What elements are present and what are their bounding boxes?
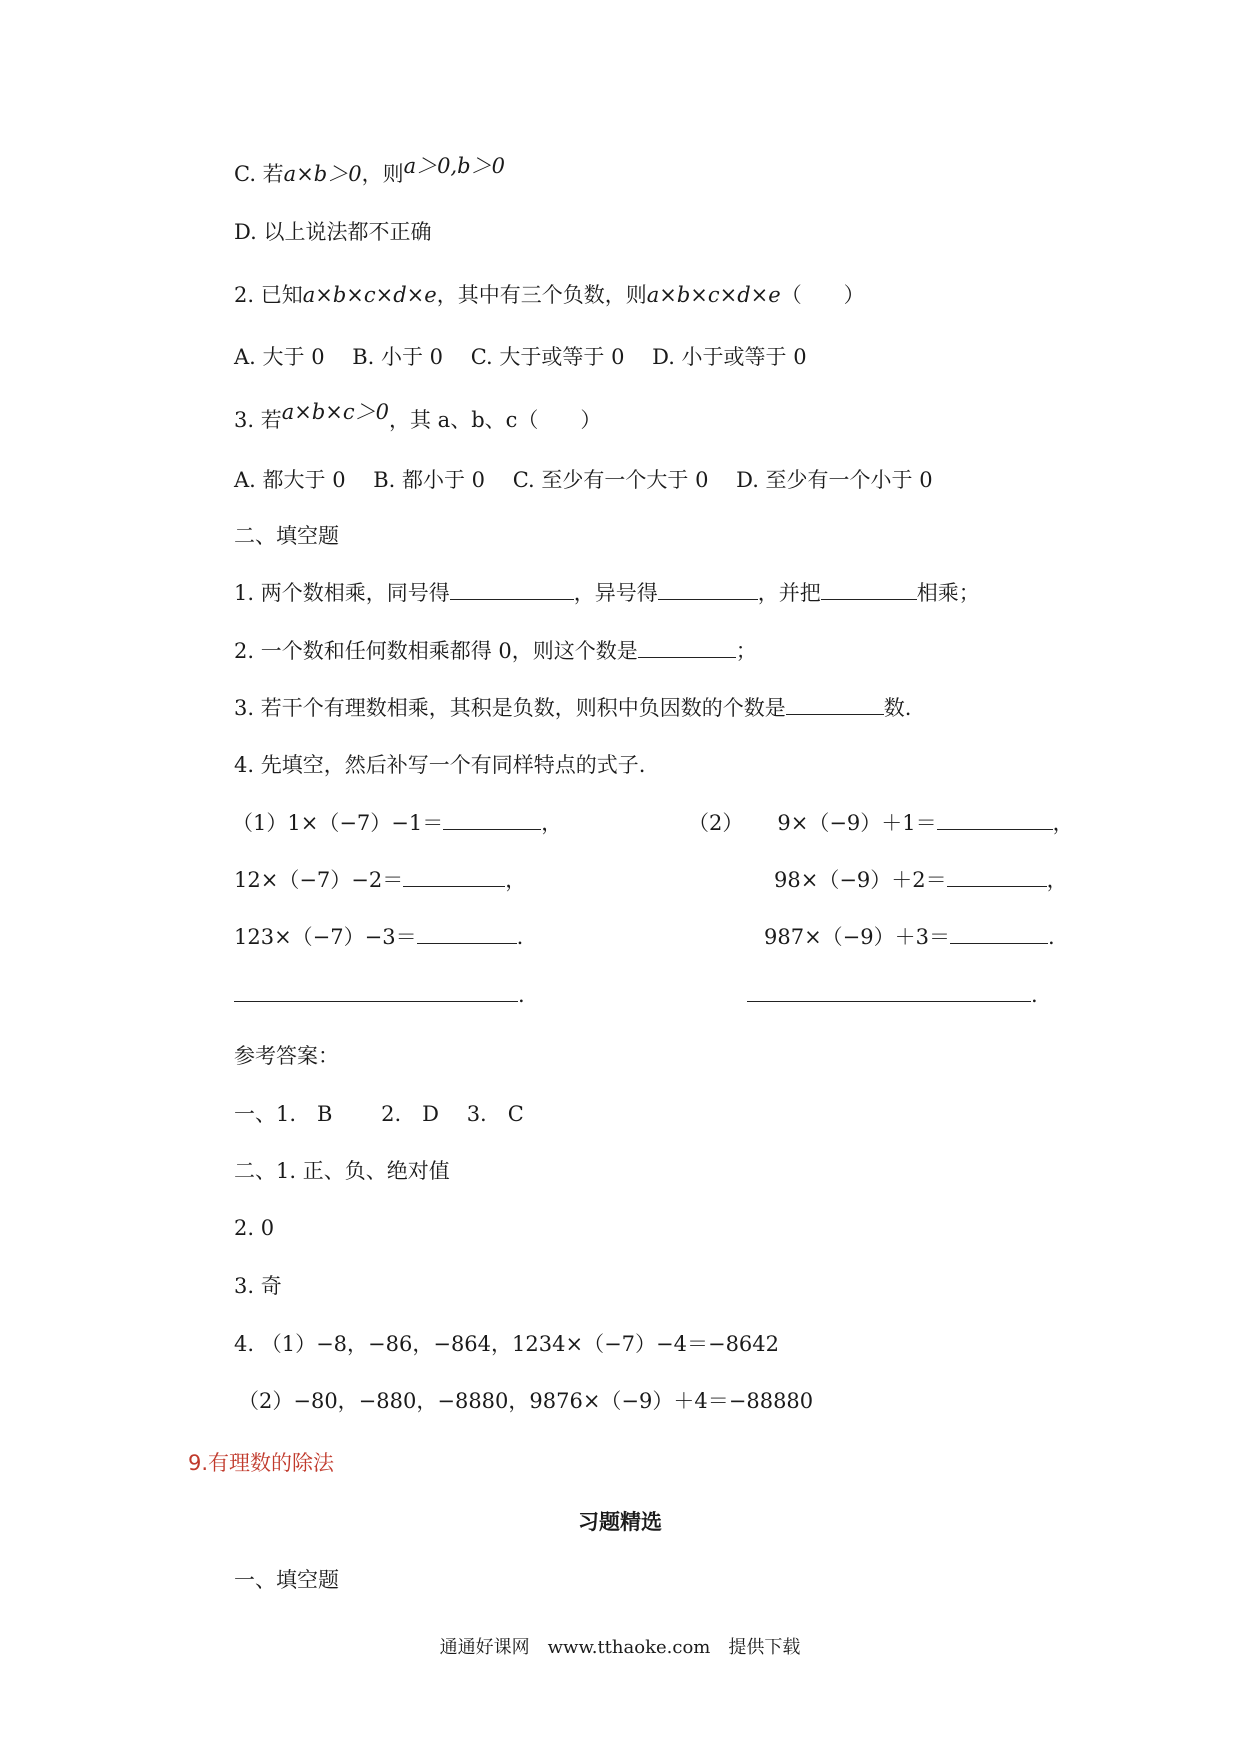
expr-text: （1）1×（−7）−1＝ xyxy=(232,811,444,835)
answer-blank xyxy=(747,981,1031,1002)
right-expr-2 xyxy=(774,866,1068,894)
answer-blank xyxy=(234,981,518,1002)
math-expr: a×b×c×d×e xyxy=(302,283,437,307)
option-c-text: ，则 xyxy=(361,162,404,186)
question-2 xyxy=(234,281,865,309)
option-d-text: D. 以上说法都不正确 xyxy=(234,220,432,244)
right-expr-1 xyxy=(688,809,1074,837)
option-d xyxy=(234,218,431,246)
left-expr-3 xyxy=(234,923,523,951)
answer-line-1 xyxy=(234,1100,524,1128)
math-expr: a×b×c＞0 xyxy=(281,400,389,424)
question-3 xyxy=(234,400,602,434)
answer-blank xyxy=(638,637,736,658)
left-extra-blank xyxy=(234,981,525,1009)
answer-text: 一、1. B 2. D 3. C xyxy=(234,1102,524,1126)
math-expr: a×b＞0 xyxy=(283,162,362,186)
answer-blank xyxy=(417,923,517,944)
punct: ， xyxy=(541,811,563,835)
right-expr-3 xyxy=(764,923,1055,951)
expr-text: 123×（−7）−3＝ xyxy=(234,925,417,949)
punct: . xyxy=(518,983,525,1007)
punct: ， xyxy=(1052,811,1074,835)
question-text: ，其中有三个负数，则 xyxy=(436,283,647,307)
expr-text: 9×（−9）＋1＝ xyxy=(777,811,937,835)
question-3-options xyxy=(234,466,933,494)
section-heading: 二、填空题 xyxy=(234,524,339,548)
answer-line-3 xyxy=(234,1214,274,1242)
fill-q4 xyxy=(234,751,645,779)
answer-blank xyxy=(950,923,1048,944)
left-expr-2 xyxy=(234,866,526,894)
section-title-text: 9.有理数的除法 xyxy=(188,1451,335,1475)
expr-text: 12×（−7）−2＝ xyxy=(234,868,404,892)
subtitle-text: 习题精选 xyxy=(578,1509,662,1534)
section-subtitle xyxy=(0,1508,1240,1536)
answer-text: 2. 0 xyxy=(234,1216,275,1240)
answer-blank xyxy=(821,579,917,600)
fill-q3 xyxy=(234,694,911,722)
expr-text: 987×（−9）＋3＝ xyxy=(764,925,950,949)
options-text: A. 大于 0 B. 小于 0 C. 大于或等于 0 D. 小于或等于 0 xyxy=(234,345,807,369)
options-text: A. 都大于 0 B. 都小于 0 C. 至少有一个大于 0 D. 至少有一个小于 0 xyxy=(234,468,933,492)
answer-line-5 xyxy=(234,1330,779,1358)
punct: . xyxy=(516,925,524,949)
option-c xyxy=(234,154,505,188)
answer-blank xyxy=(450,579,574,600)
question-text: 1. 两个数相乘，同号得 xyxy=(234,581,450,605)
answer-blank xyxy=(443,809,541,830)
question-text: 3. 若 xyxy=(234,408,282,432)
question-2-options xyxy=(234,343,807,371)
footer-text: 通通好课网 www.tthaoke.com 提供下载 xyxy=(439,1637,801,1658)
answer-text: （2）−80，−880，−8880，9876×（−9）＋4＝−88880 xyxy=(238,1389,814,1413)
answer-line-6 xyxy=(238,1387,813,1415)
expr-text: 98×（−9）＋2＝ xyxy=(774,868,947,892)
sub-label: （2） xyxy=(688,811,744,835)
answer-blank xyxy=(786,694,884,715)
answer-line-4 xyxy=(234,1272,282,1300)
section-fill-heading xyxy=(234,1566,339,1594)
answer-blank xyxy=(658,579,758,600)
question-text: 4. 先填空，然后补写一个有同样特点的式子. xyxy=(234,753,646,777)
answer-text: 二、1. 正、负、绝对值 xyxy=(234,1159,450,1183)
question-text: ，并把 xyxy=(757,581,821,605)
answer-line-2 xyxy=(234,1157,450,1185)
answers-heading-text: 参考答案： xyxy=(234,1044,339,1068)
section-title xyxy=(188,1449,334,1477)
question-text: ，异号得 xyxy=(573,581,658,605)
punct: ， xyxy=(505,868,527,892)
punct: ， xyxy=(1046,868,1068,892)
fill-q1 xyxy=(234,579,980,607)
answer-text: 4. （1）−8，−86，−864，1234×（−7）−4＝−8642 xyxy=(234,1332,780,1356)
punct: . xyxy=(1048,925,1055,949)
punct: . xyxy=(1031,983,1038,1007)
answer-blank xyxy=(947,866,1047,887)
question-text: ； xyxy=(735,639,757,663)
option-c-label: C. 若 xyxy=(234,162,284,186)
question-text: 数. xyxy=(883,696,912,720)
answers-heading xyxy=(234,1042,339,1070)
math-expr: a×b×c×d×e xyxy=(646,283,781,307)
page-footer xyxy=(0,1636,1240,1660)
left-expr-1 xyxy=(232,809,562,837)
right-extra-blank xyxy=(747,981,1038,1009)
answer-blank xyxy=(403,866,505,887)
answer-blank xyxy=(937,809,1053,830)
fill-q2 xyxy=(234,637,757,665)
question-text: 2. 一个数和任何数相乘都得 0，则这个数是 xyxy=(234,639,638,663)
question-text: 3. 若干个有理数相乘，其积是负数，则积中负因数的个数是 xyxy=(234,696,786,720)
question-text: ，其 a、b、c（ ） xyxy=(389,408,602,432)
answer-text: 3. 奇 xyxy=(234,1274,282,1298)
fill-heading xyxy=(234,522,339,550)
math-expr: a＞0,b＞0 xyxy=(403,154,505,178)
question-text: 相乘； xyxy=(916,581,980,605)
question-text: 2. 已知 xyxy=(234,283,303,307)
question-paren: （ ） xyxy=(780,283,865,307)
section-heading: 一、填空题 xyxy=(234,1568,339,1592)
